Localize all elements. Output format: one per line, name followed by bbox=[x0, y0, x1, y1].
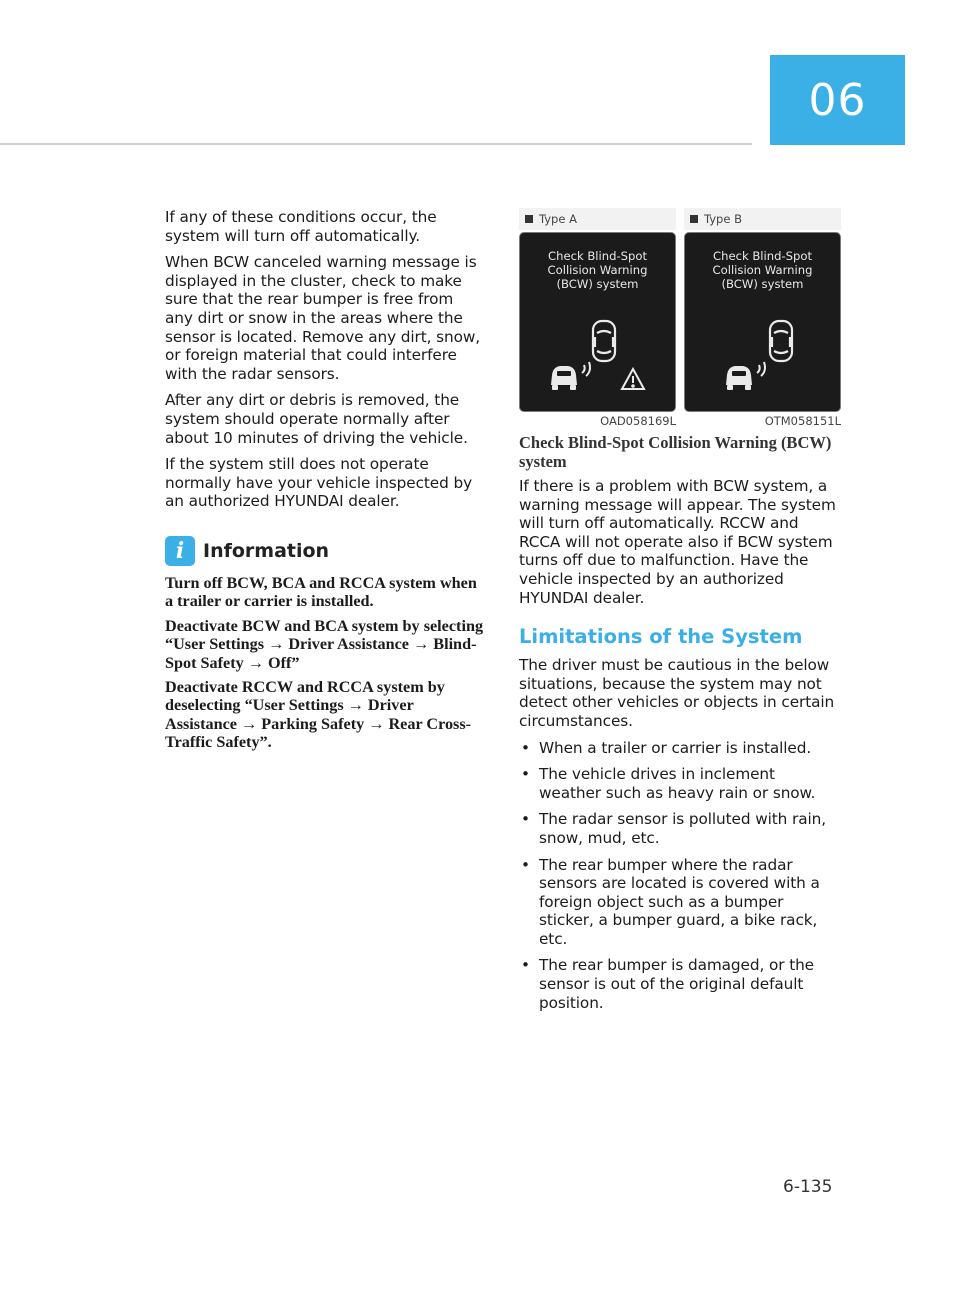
figure-type-b bbox=[684, 208, 841, 430]
paragraph: When BCW canceled warning message is displayed in the cluster, check to make sure that the rear bumper is free from any dirt or snow in the areas where the sensor is located. Remove any dirt, snow, or foreign material that could interfere with the radar sensors. bbox=[165, 253, 481, 383]
information-header bbox=[165, 536, 485, 566]
paragraph: If the system still does not operate normally have your vehicle inspected by an authorized HYUNDAI dealer. bbox=[165, 455, 473, 511]
screen-message: Check Blind-Spot Collision Warning (BCW) system bbox=[712, 249, 813, 291]
paragraph: The driver must be cautious in the below situations, because the system may not detect other vehicles or objects in certain circumstances. bbox=[519, 656, 835, 730]
list-item: • The radar sensor is polluted with rain, snow, mud, etc. bbox=[519, 810, 841, 847]
figure-caption: Check Blind-Spot Collision Warning (BCW) system bbox=[519, 433, 832, 471]
left-column bbox=[165, 208, 485, 758]
chapter-tab: 06 bbox=[770, 55, 905, 145]
figure-code: OAD058169L bbox=[600, 414, 676, 428]
list-item: • The rear bumper where the radar sensors are located is covered with a foreign object such as a bumper sticker, a bumper guard, a bike rack, etc. bbox=[519, 856, 841, 949]
right-column bbox=[519, 208, 841, 1020]
blind-spot-illustration bbox=[520, 233, 676, 412]
section-title: Limitations of the System bbox=[519, 625, 803, 649]
list-item: • The vehicle drives in inclement weather such as heavy rain or snow. bbox=[519, 765, 841, 802]
figure-code: OTM058151L bbox=[764, 414, 841, 428]
information-item: Turn off BCW, BCA and RCCA system when a trailer or carrier is installed. bbox=[165, 573, 477, 611]
information-item: Deactivate RCCW and RCCA system by deselecting “User Settings → Driver Assistance → Parking Safety → Rear Cross-Traffic Safety”. bbox=[165, 677, 472, 752]
paragraph: After any dirt or debris is removed, the system should operate normally after about 10 minutes of driving the vehicle. bbox=[165, 391, 468, 447]
paragraph: If any of these conditions occur, the system will turn off automatically. bbox=[165, 208, 437, 245]
square-bullet-icon bbox=[525, 215, 533, 223]
page-number: 6-135 bbox=[783, 1177, 833, 1197]
figure-label: Type A bbox=[519, 208, 676, 230]
blind-spot-illustration bbox=[685, 233, 841, 412]
list-item: • The rear bumper is damaged, or the sensor is out of the original default position. bbox=[519, 956, 841, 1012]
square-bullet-icon bbox=[690, 215, 698, 223]
header-rule bbox=[0, 143, 752, 145]
figure-row bbox=[519, 208, 841, 430]
vehicle-icon bbox=[770, 321, 792, 361]
rear-vehicle-icon bbox=[726, 366, 752, 390]
cluster-screen bbox=[519, 232, 676, 412]
vehicle-icon bbox=[593, 321, 615, 361]
rear-vehicle-icon bbox=[551, 366, 577, 390]
information-title: Information bbox=[203, 539, 330, 562]
screen-message: Check Blind-Spot Collision Warning (BCW) system bbox=[547, 249, 648, 291]
information-item: Deactivate BCW and BCA system by selecting “User Settings → Driver Assistance → Blind-Spot Safety → Off” bbox=[165, 616, 484, 672]
radar-wave-icon bbox=[582, 362, 590, 376]
cluster-screen bbox=[684, 232, 841, 412]
figure-type-a bbox=[519, 208, 676, 430]
info-icon: i bbox=[165, 536, 195, 566]
limitations-list bbox=[519, 739, 841, 1013]
radar-wave-icon bbox=[757, 362, 765, 376]
list-item: • When a trailer or carrier is installed. bbox=[519, 739, 841, 758]
figure-label: Type B bbox=[684, 208, 841, 230]
warning-icon bbox=[622, 369, 644, 389]
paragraph: If there is a problem with BCW system, a warning message will appear. The system will turn off automatically. RCCW and RCCA will not operate also if BCW system turns off due to malfunction. Have the vehicle inspected by an authorized HYUNDAI dealer. bbox=[519, 477, 836, 607]
